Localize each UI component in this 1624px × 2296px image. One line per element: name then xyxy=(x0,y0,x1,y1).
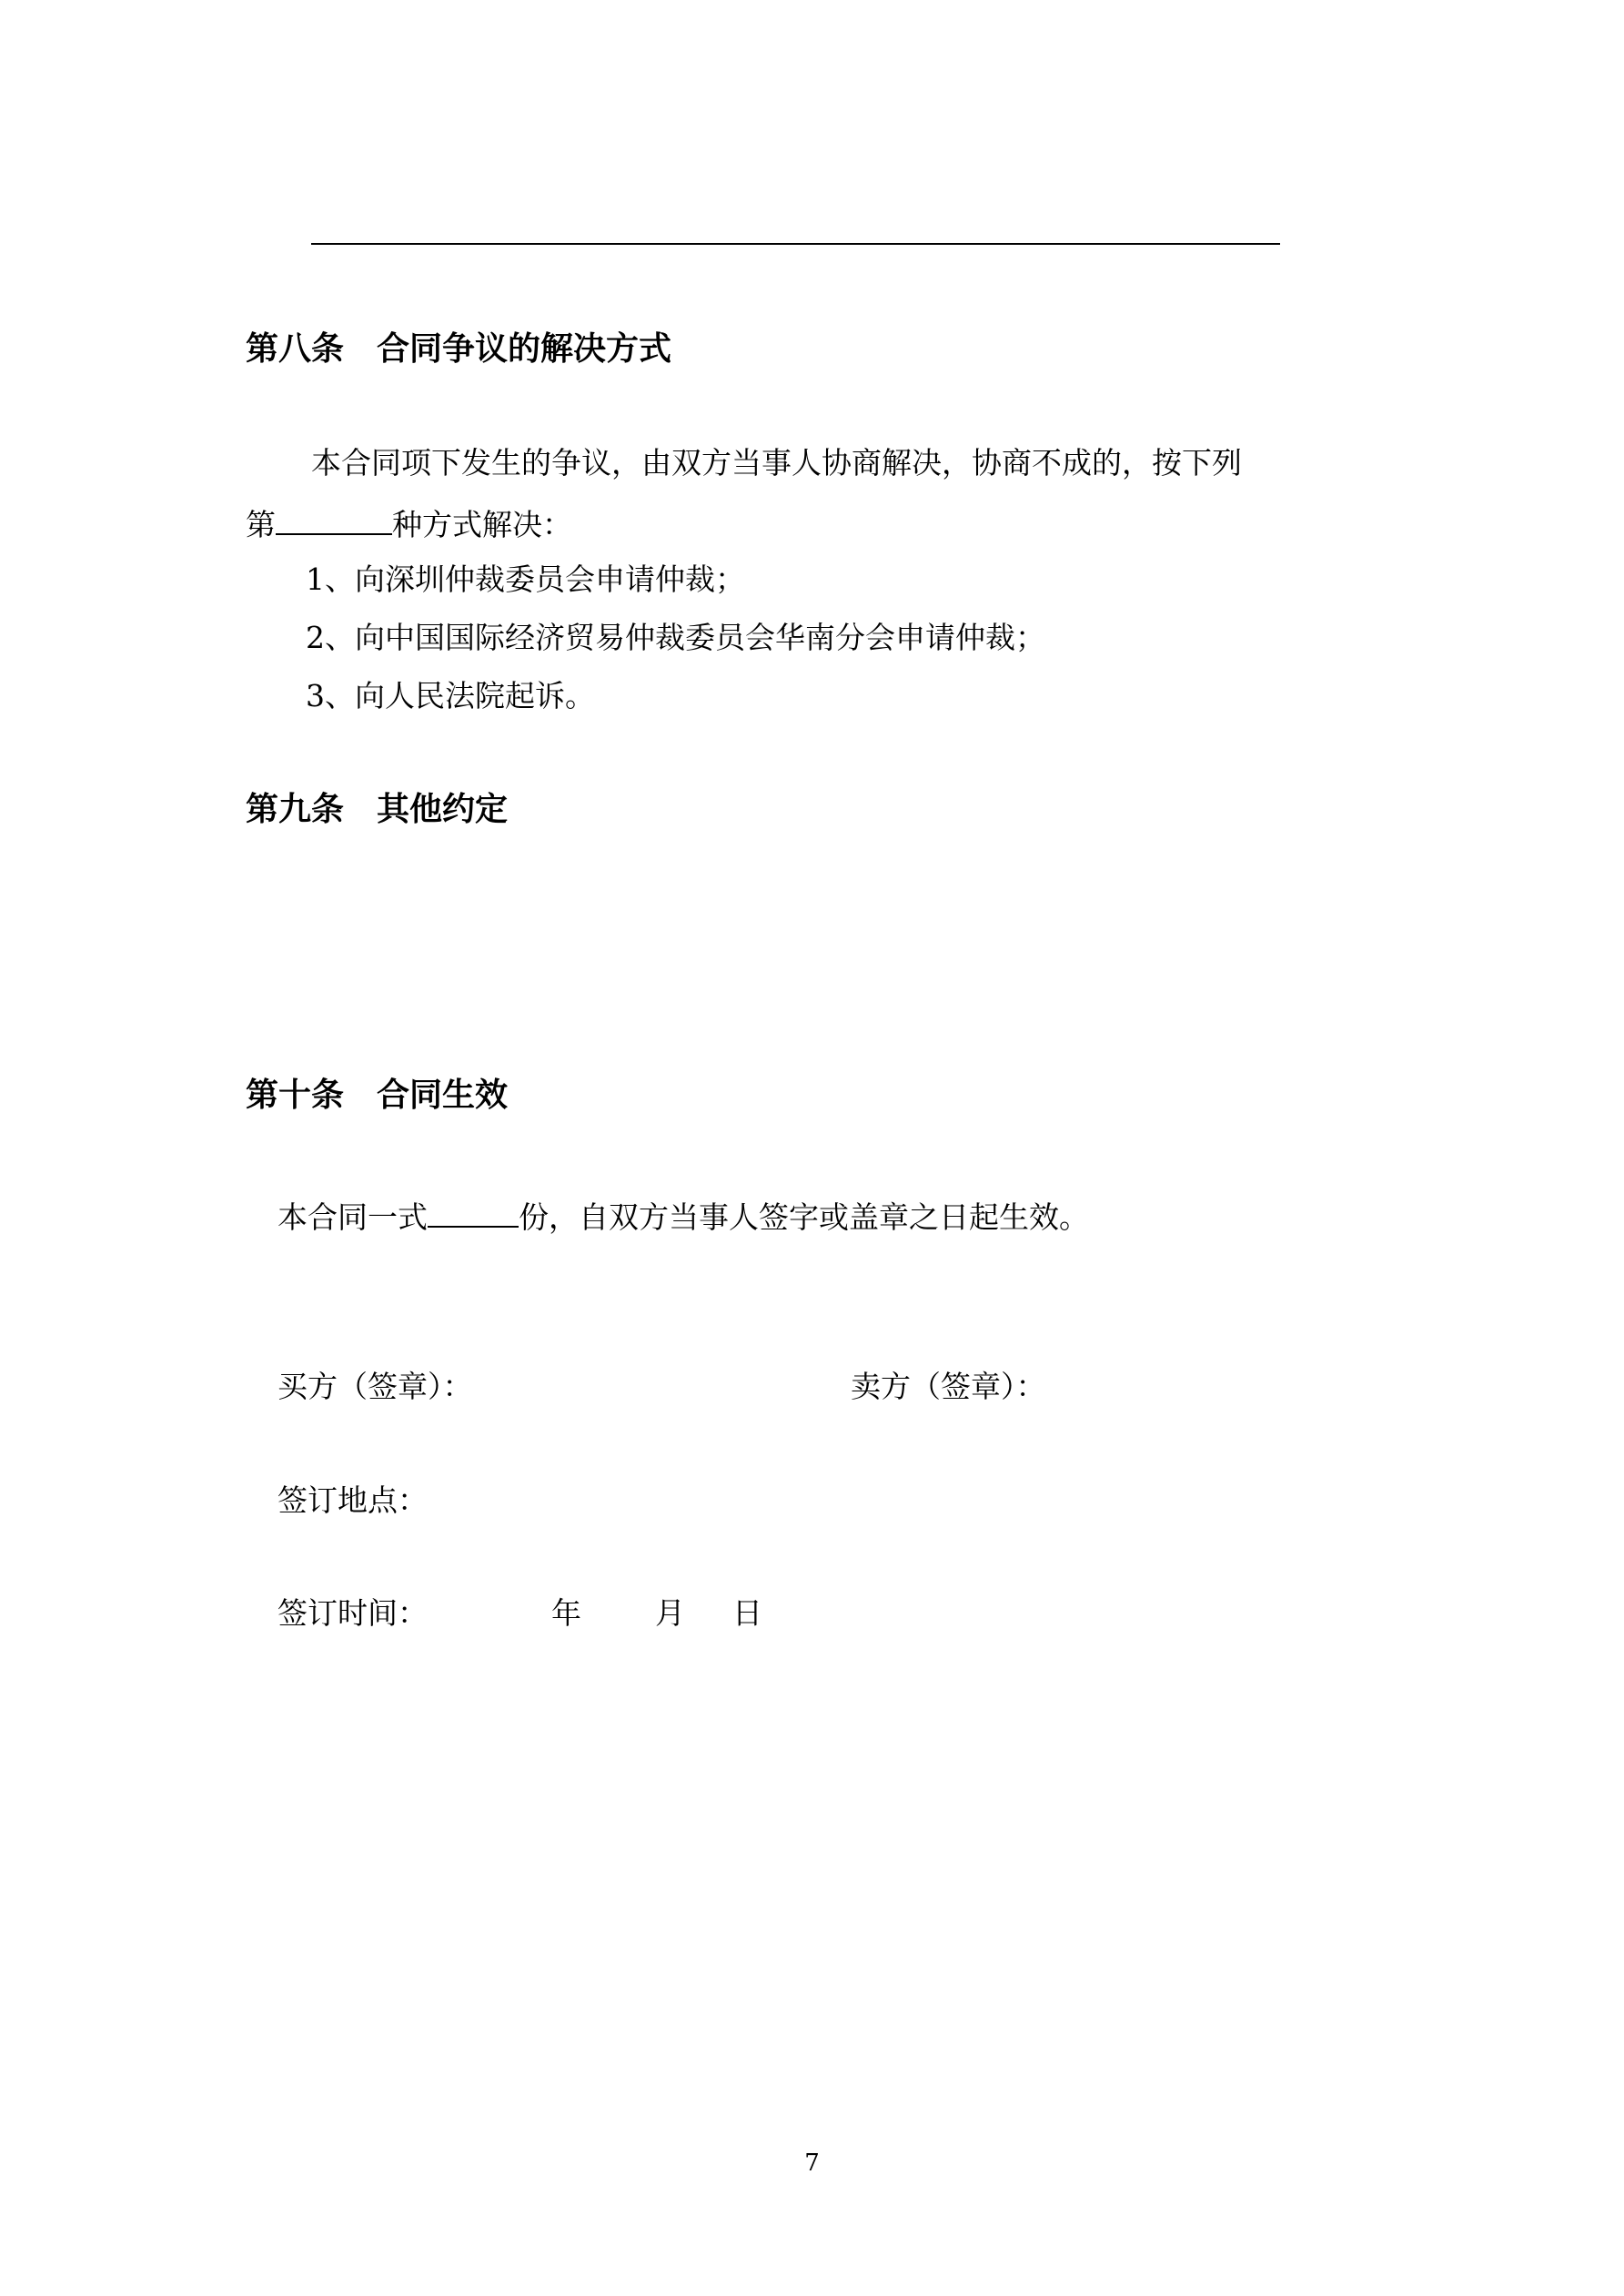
signing-place-label: 签订地点： xyxy=(277,1482,428,1518)
article-8-paragraph-line-1: 本合同项下发生的争议，由双方当事人协商解决，协商不成的，按下列 xyxy=(311,445,1242,480)
para-suffix: 种方式解决： xyxy=(392,507,572,542)
day-label: 日 xyxy=(732,1595,762,1631)
seller-signature-label: 卖方（签章）： xyxy=(851,1369,1046,1404)
article-8-paragraph-line-2 xyxy=(246,506,572,540)
article-8-heading: 第八条 合同争议的解决方式 xyxy=(246,330,672,368)
buyer-signature-label: 买方（签章）： xyxy=(277,1369,473,1404)
copies-prefix: 本合同一式 xyxy=(277,1199,428,1235)
signing-time-label: 签订时间： xyxy=(277,1595,428,1631)
article-9-heading: 第九条 其他约定 xyxy=(246,791,509,828)
copies-count-blank[interactable] xyxy=(428,1199,519,1228)
para-prefix: 第 xyxy=(246,507,276,542)
option-2: 2、向中国国际经济贸易仲裁委员会华南分会申请仲裁； xyxy=(306,620,1045,655)
method-number-blank[interactable] xyxy=(276,506,392,535)
month-label: 月 xyxy=(655,1595,685,1631)
page-number: 7 xyxy=(804,2149,820,2177)
option-1: 1、向深圳仲裁委员会申请仲裁； xyxy=(306,561,745,597)
article-10-heading: 第十条 合同生效 xyxy=(246,1077,509,1114)
top-rule xyxy=(311,243,1280,245)
copies-suffix: 份，自双方当事人签字或盖章之日起生效。 xyxy=(519,1199,1089,1235)
option-3: 3、向人民法院起诉。 xyxy=(306,678,595,713)
year-label: 年 xyxy=(551,1595,581,1631)
article-10-paragraph xyxy=(277,1199,1089,1235)
